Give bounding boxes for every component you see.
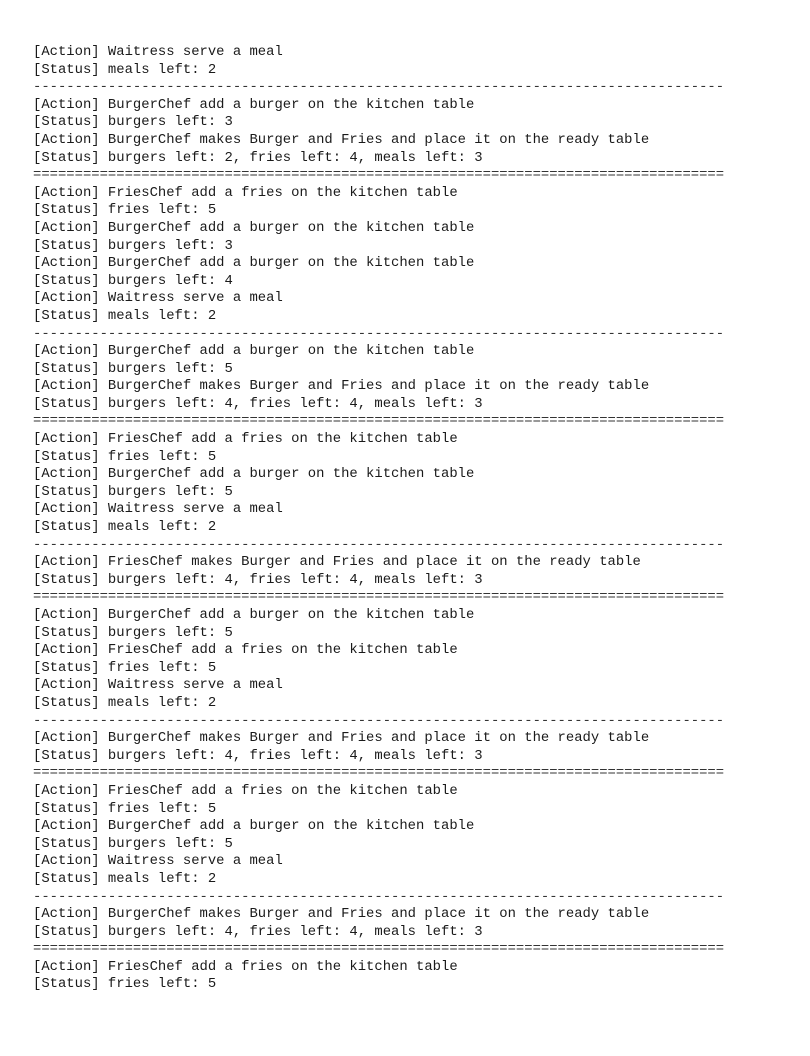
log-action-line: [Action] FriesChef add a fries on the kitchen table [33,642,458,659]
log-status-line: [Status] burgers left: 3 [33,237,233,254]
log-action-line: [Action] BurgerChef add a burger on the kitchen table [33,255,475,272]
log-status-line: [Status] burgers left: 5 [33,360,233,377]
log-action-line: [Action] Waitress serve a meal [33,677,283,694]
log-status-line: [Status] burgers left: 4, fries left: 4, meals left: 3 [33,571,483,588]
log-action-line: [Action] Waitress serve a meal [33,290,283,307]
equal-separator: =================================================================================== [33,413,725,430]
dash-separator: ----------------------------------------------------------------------------------- [33,325,725,342]
log-action-line: [Action] BurgerChef makes Burger and Fries and place it on the ready table [33,131,650,148]
equal-separator: =================================================================================== [33,589,725,606]
equal-separator: =================================================================================== [33,941,725,958]
log-status-line: [Status] fries left: 5 [33,202,217,219]
log-status-line: [Status] burgers left: 4, fries left: 4, meals left: 3 [33,923,483,940]
log-action-line: [Action] BurgerChef add a burger on the kitchen table [33,466,475,483]
dash-separator: ----------------------------------------------------------------------------------- [33,536,725,553]
log-status-line: [Status] fries left: 5 [33,800,217,817]
log-status-line: [Status] burgers left: 5 [33,483,233,500]
equal-separator: =================================================================================== [33,765,725,782]
log-action-line: [Action] FriesChef makes Burger and Fries and place it on the ready table [33,554,641,571]
log-action-line: [Action] FriesChef add a fries on the kitchen table [33,958,458,975]
log-action-line: [Action] BurgerChef makes Burger and Fries and place it on the ready table [33,730,650,747]
log-status-line: [Status] burgers left: 2, fries left: 4, meals left: 3 [33,149,483,166]
log-action-line: [Action] BurgerChef add a burger on the kitchen table [33,343,475,360]
dash-separator: ----------------------------------------------------------------------------------- [33,888,725,905]
log-status-line: [Status] fries left: 5 [33,448,217,465]
equal-separator: =================================================================================== [33,167,725,184]
log-status-line: [Status] burgers left: 5 [33,624,233,641]
log-action-line: [Action] FriesChef add a fries on the kitchen table [33,431,458,448]
log-action-line: [Action] BurgerChef add a burger on the kitchen table [33,219,475,236]
log-action-line: [Action] BurgerChef makes Burger and Fries and place it on the ready table [33,378,650,395]
log-action-line: [Action] Waitress serve a meal [33,44,283,60]
console-output [33,44,724,994]
log-action-line: [Action] FriesChef add a fries on the kitchen table [33,184,458,201]
log-action-line: [Action] BurgerChef add a burger on the kitchen table [33,818,475,835]
log-status-line: [Status] meals left: 2 [33,307,217,324]
log-action-line: [Action] Waitress serve a meal [33,501,283,518]
log-action-line: [Action] BurgerChef add a burger on the kitchen table [33,607,475,623]
log-status-line: [Status] fries left: 5 [33,659,217,676]
log-status-line: [Status] burgers left: 4, fries left: 4, meals left: 3 [33,395,483,412]
log-status-line: [Status] burgers left: 5 [33,835,233,852]
log-status-line: [Status] burgers left: 3 [33,114,233,131]
log-action-line: [Action] Waitress serve a meal [33,853,283,870]
log-status-line: [Status] meals left: 2 [33,870,217,887]
log-action-line: [Action] BurgerChef makes Burger and Fries and place it on the ready table [33,906,650,923]
dash-separator: ----------------------------------------------------------------------------------- [33,79,725,96]
log-status-line: [Status] fries left: 5 [33,976,217,993]
log-action-line: [Action] FriesChef add a fries on the kitchen table [33,782,458,799]
log-status-line: [Status] meals left: 2 [33,694,217,711]
log-status-line: [Status] burgers left: 4 [33,272,233,289]
log-status-line: [Status] meals left: 2 [33,519,217,536]
log-status-line: [Status] meals left: 2 [33,61,217,78]
log-status-line: [Status] burgers left: 4, fries left: 4, meals left: 3 [33,747,483,764]
dash-separator: ----------------------------------------------------------------------------------- [33,712,725,729]
log-action-line: [Action] BurgerChef add a burger on the kitchen table [33,96,475,113]
